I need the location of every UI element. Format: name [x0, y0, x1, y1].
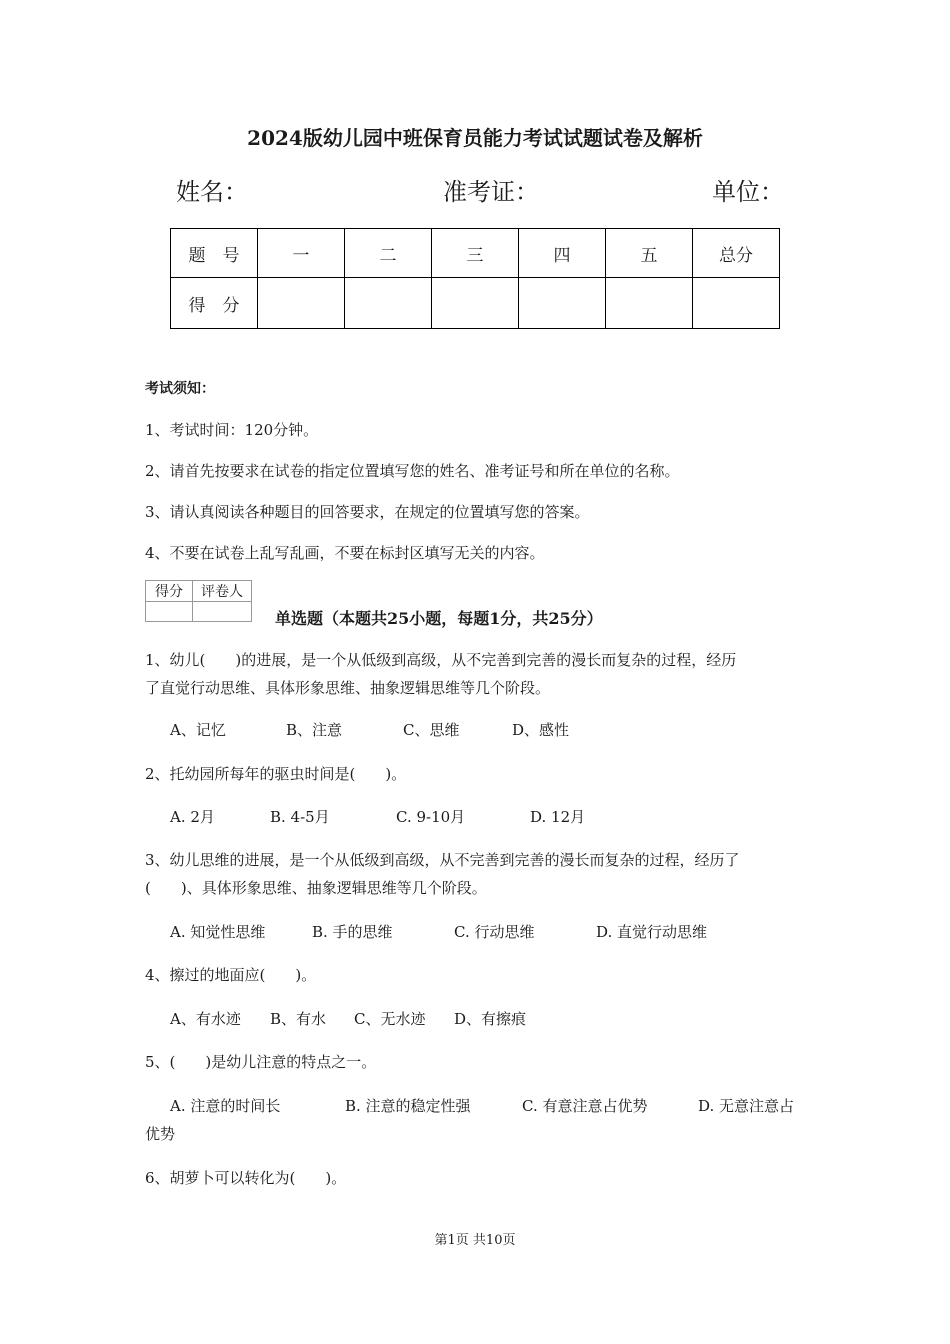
score-input-3[interactable]	[432, 278, 519, 329]
score-input-4[interactable]	[519, 278, 606, 329]
option-d[interactable]: D. 无意注意占	[698, 1097, 795, 1115]
score-table-score-row	[171, 278, 780, 329]
question-line: ( )、具体形象思维、抽象逻辑思维等几个阶段。	[145, 879, 487, 897]
option-d[interactable]: D. 12月	[530, 808, 586, 826]
grader-name-input[interactable]	[193, 602, 252, 622]
option-d-wrap: 优势	[145, 1125, 176, 1143]
option-b[interactable]: B. 4-5月	[270, 808, 330, 826]
score-input-total[interactable]	[693, 278, 780, 329]
question-line: 3、幼儿思维的进展，是一个从低级到高级，从不完善到完善的漫长而复杂的过程，经历了	[145, 851, 740, 869]
option-b[interactable]: B、注意	[286, 721, 343, 739]
question-line: 5、( )是幼儿注意的特点之一。	[145, 1053, 377, 1071]
grader-score-label: 得分	[146, 581, 193, 602]
score-cell-total: 总分	[693, 229, 780, 278]
option-a[interactable]: A. 知觉性思维	[170, 923, 266, 941]
document-title: 2024版幼儿园中班保育员能力考试试题试卷及解析	[247, 126, 703, 150]
option-c[interactable]: C. 行动思维	[454, 923, 535, 941]
option-a[interactable]: A、记忆	[170, 721, 226, 739]
option-d[interactable]: D、有擦痕	[454, 1010, 527, 1028]
notice-item: 4、不要在试卷上乱写乱画，不要在标封区填写无关的内容。	[145, 544, 545, 562]
score-input-2[interactable]	[345, 278, 432, 329]
option-b[interactable]: B. 注意的稳定性强	[345, 1097, 471, 1115]
question-line: 2、托幼园所每年的驱虫时间是( )。	[145, 765, 407, 783]
grader-box	[145, 580, 252, 622]
option-c[interactable]: C、无水迹	[354, 1010, 426, 1028]
notice-heading: 考试须知：	[145, 381, 215, 397]
question-line: 1、幼儿( )的进展，是一个从低级到高级，从不完善到完善的漫长而复杂的过程，经历	[145, 651, 737, 669]
option-a[interactable]: A. 2月	[170, 808, 215, 826]
score-table	[170, 228, 780, 329]
page-footer: 第1页 共10页	[434, 1233, 516, 1248]
score-cell-label: 题 号	[171, 229, 258, 278]
grader-score-input[interactable]	[146, 602, 193, 622]
unit-label: 单位：	[712, 178, 784, 206]
score-cell-2: 二	[345, 229, 432, 278]
exam-id-label: 准考证：	[443, 178, 539, 206]
question-line: 6、胡萝卜可以转化为( )。	[145, 1169, 347, 1187]
option-a[interactable]: A、有水迹	[170, 1010, 241, 1028]
option-d[interactable]: D. 直觉行动思维	[596, 923, 708, 941]
grader-name-label: 评卷人	[193, 581, 252, 602]
notice-item: 1、考试时间：120分钟。	[145, 421, 319, 439]
option-c[interactable]: C、思维	[403, 721, 460, 739]
score-cell-4: 四	[519, 229, 606, 278]
score-cell-3: 三	[432, 229, 519, 278]
option-a[interactable]: A. 注意的时间长	[170, 1097, 281, 1115]
option-d[interactable]: D、感性	[512, 721, 570, 739]
option-b[interactable]: B、有水	[270, 1010, 327, 1028]
question-line: 了直觉行动思维、具体形象思维、抽象逻辑思维等几个阶段。	[145, 679, 551, 697]
name-label: 姓名：	[176, 178, 248, 206]
score-cell-1: 一	[258, 229, 345, 278]
question-line: 4、擦过的地面应( )。	[145, 966, 317, 984]
score-cell-5: 五	[606, 229, 693, 278]
option-c[interactable]: C. 有意注意占优势	[522, 1097, 648, 1115]
score-input-1[interactable]	[258, 278, 345, 329]
notice-item: 3、请认真阅读各种题目的回答要求，在规定的位置填写您的答案。	[145, 503, 590, 521]
section-heading: 单选题（本题共25小题，每题1分，共25分）	[275, 609, 603, 628]
notice-item: 2、请首先按要求在试卷的指定位置填写您的姓名、准考证号和所在单位的名称。	[145, 462, 680, 480]
option-b[interactable]: B. 手的思维	[312, 923, 393, 941]
score-row-label: 得 分	[171, 278, 258, 329]
option-c[interactable]: C. 9-10月	[396, 808, 466, 826]
score-table-header-row	[171, 229, 780, 278]
score-input-5[interactable]	[606, 278, 693, 329]
